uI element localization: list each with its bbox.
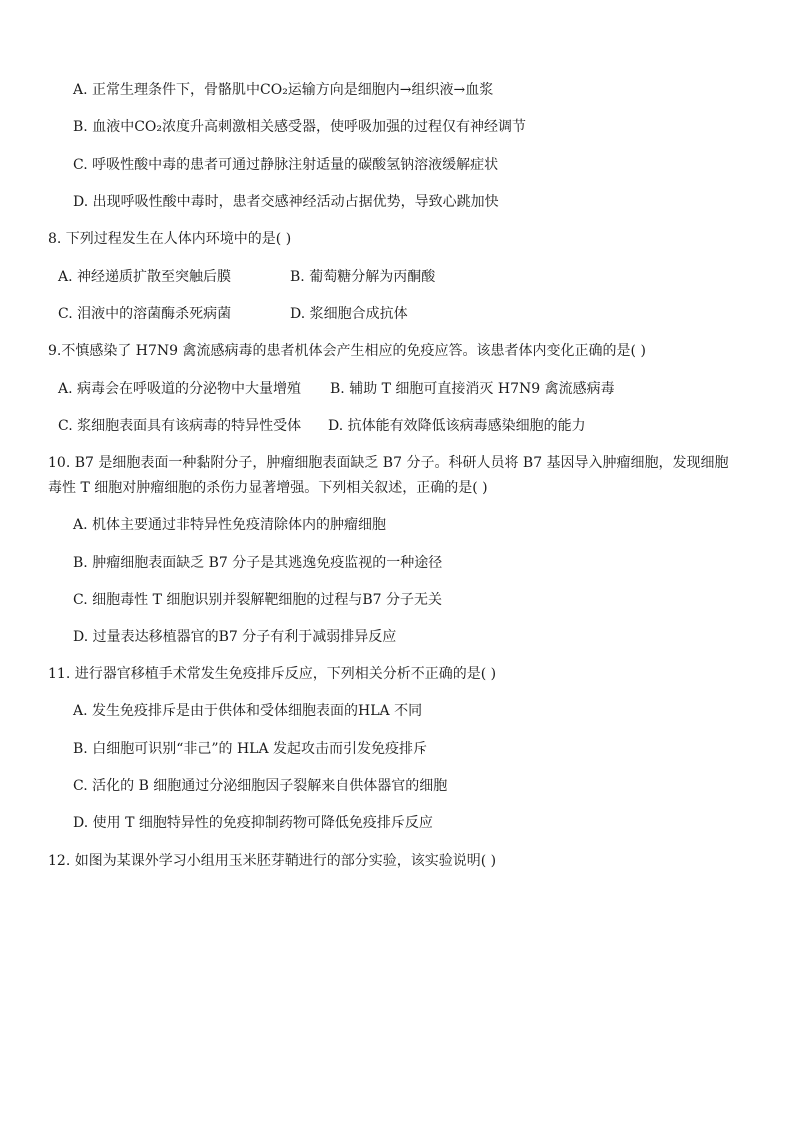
- q10-option-c: C. 细胞毒性 T 细胞识别并裂解靶细胞的过程与B7 分子无关: [73, 592, 442, 608]
- q10-stem-line-1: 10. B7 是细胞表面一种黏附分子，肿瘤细胞表面缺乏 B7 分子。科研人员将 B7 基因导入肿瘤细胞，发现细胞: [48, 455, 729, 471]
- q8-option-c: C. 泪液中的溶菌酶杀死病菌: [58, 306, 232, 322]
- q11-option-a: A. 发生免疫排斥是由于供体和受体细胞表面的HLA 不同: [73, 703, 423, 719]
- q10-stem-line-2: 毒性 T 细胞对肿瘤细胞的杀伤力显著增强。下列相关叙述，正确的是( ): [48, 480, 488, 496]
- q11-option-d: D. 使用 T 细胞特异性的免疫抑制药物可降低免疫排斥反应: [73, 815, 433, 831]
- q12-stem: 12. 如图为某课外学习小组用玉米胚芽鞘进行的部分实验，该实验说明( ): [48, 853, 497, 869]
- q8-stem: 8. 下列过程发生在人体内环境中的是( ): [48, 231, 292, 247]
- q10-option-a: A. 机体主要通过非特异性免疫清除体内的肿瘤细胞: [73, 517, 387, 533]
- q9-option-d: D. 抗体能有效降低该病毒感染细胞的能力: [328, 418, 586, 434]
- q7-option-b: B. 血液中CO₂浓度升高刺激相关感受器，使呼吸加强的过程仅有神经调节: [73, 119, 526, 135]
- q9-stem: 9.不慎感染了 H7N9 禽流感病毒的患者机体会产生相应的免疫应答。该患者体内变化正确的是( ): [48, 343, 646, 359]
- q8-option-b: B. 葡萄糖分解为丙酮酸: [290, 269, 436, 285]
- q8-option-a: A. 神经递质扩散至突触后膜: [58, 269, 232, 285]
- q9-option-c: C. 浆细胞表面具有该病毒的特异性受体: [58, 418, 302, 434]
- q11-option-c: C. 活化的 B 细胞通过分泌细胞因子裂解来自供体器官的细胞: [73, 778, 448, 794]
- q9-option-a: A. 病毒会在呼吸道的分泌物中大量增殖: [58, 381, 302, 397]
- q7-option-d: D. 出现呼吸性酸中毒时，患者交感神经活动占据优势，导致心跳加快: [73, 194, 499, 210]
- q10-option-b: B. 肿瘤细胞表面缺乏 B7 分子是其逃逸免疫监视的一种途径: [73, 555, 443, 571]
- q11-option-b: B. 白细胞可识别“非己”的 HLA 发起攻击而引发免疫排斥: [73, 741, 428, 757]
- q7-option-a: A. 正常生理条件下，骨骼肌中CO₂运输方向是细胞内→组织液→血浆: [73, 82, 494, 98]
- q7-option-c: C. 呼吸性酸中毒的患者可通过静脉注射适量的碳酸氢钠溶液缓解症状: [73, 157, 499, 173]
- q8-option-d: D. 浆细胞合成抗体: [290, 306, 408, 322]
- q10-option-d: D. 过量表达移植器官的B7 分子有利于减弱排异反应: [73, 629, 397, 645]
- q11-stem: 11. 进行器官移植手术常发生免疫排斥反应，下列相关分析不正确的是( ): [48, 666, 497, 682]
- q9-option-b: B. 辅助 T 细胞可直接消灭 H7N9 禽流感病毒: [330, 381, 615, 397]
